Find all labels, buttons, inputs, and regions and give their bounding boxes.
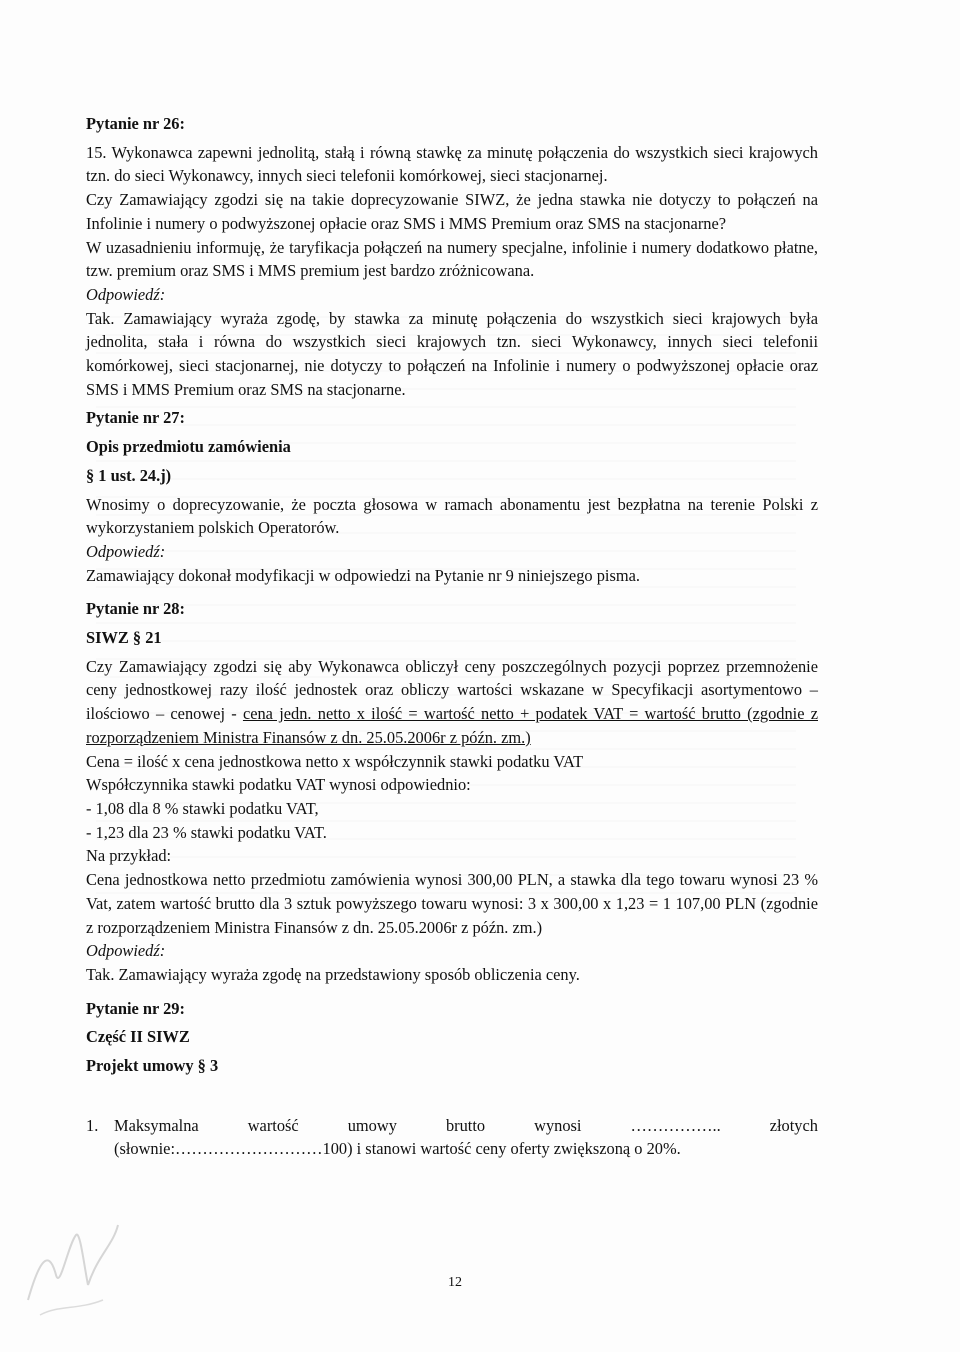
question-27-question: Wnosimy o doprecyzowanie, że poczta głosowa w ramach abonamentu jest bezpłatna na terenie Polski z wykorzystaniem polskich Operatorów. [86,494,818,538]
word-zlotych: złotych [769,1115,818,1135]
amount-placeholder: …………….. [630,1115,721,1135]
document-body [86,112,818,1161]
question-28-subheading: SIWZ § 21 [86,628,162,648]
question-27-heading: Pytanie nr 27: [86,408,185,428]
question-28-coefficient-intro: Współczynnika stawki podatku VAT wynosi odpowiednio: [86,775,471,795]
question-27-answer-label: Odpowiedź: [86,541,166,561]
question-28-question-text: Czy Zamawiający zgodzi się aby Wykonawca obliczył ceny poszczególnych pozycji poprzez przemnożenie ceny jednostkowej razy ilość jednostek oraz obliczy wartości wskazane w Specyfikacji asortymentowo – ilościowo – cenowej - [86,656,818,724]
question-28-coefficient-8: - 1,08 dla 8 % stawki podatku VAT, [86,798,319,818]
question-28-example-label: Na przykład: [86,846,172,866]
question-28-answer: Tak. Zamawiający wyraża zgodę na przedstawiony sposób obliczenia ceny. [86,964,580,984]
word-maksymalna: Maksymalna [114,1115,199,1135]
question-26-question: Czy Zamawiający zgodzi się na takie doprecyzowanie SIWZ, że jedna stawka nie dotyczy to połączeń na Infolinie i numery o podwyższonej opłacie oraz SMS i MMS Premium oraz SMS na stacjonarne? [86,190,818,233]
question-29-subheading-contract: Projekt umowy § 3 [86,1056,219,1076]
question-26-answer-label: Odpowiedź: [86,284,166,304]
question-26-justification: W uzasadnieniu informuję, że taryfikacja połączeń na numery specjalne, infolinie i numery dodatkowo płatne, tzw. premium oraz SMS i MMS premium jest bardzo zróżnicowana. [86,237,818,281]
question-27-section: § 1 ust. 24.j) [86,465,172,485]
question-29-heading: Pytanie nr 29: [86,998,185,1018]
question-26-heading: Pytanie nr 26: [86,114,185,133]
word-umowy: umowy [347,1115,397,1135]
list-item-body [114,1114,818,1161]
question-28-heading: Pytanie nr 28: [86,599,185,619]
question-29-list-item [86,1114,818,1161]
question-28-question [86,655,818,750]
word-wartosc: wartość [247,1115,299,1135]
list-item-line-1 [114,1114,818,1138]
question-28-example: Cena jednostkowa netto przedmiotu zamówienia wynosi 300,00 PLN, a stawka dla tego towaru wynosi 23 % Vat, zatem wartość brutto dla 3 sztuk powyższego towaru wynosi: 3 x 300,00 x 1,23 = 1 107,00 PLN (zgodnie z rozporządzeniem Ministra Finansów z dn. 25.05.2006r z późn. zm.) [86,870,818,937]
question-27-answer: Zamawiający dokonał modyfikacji w odpowiedzi na Pytanie nr 9 niniejszego pisma. [86,565,640,585]
list-item-line-2: (słownie:………………………100) i stanowi wartość ceny oferty zwiększoną o 20%. [114,1139,681,1159]
question-28-formula: Cena = ilość x cena jednostkowa netto x współczynnik stawki podatku VAT [86,751,584,771]
page-number: 12 [448,1275,462,1290]
question-27-subheading: Opis przedmiotu zamówienia [86,437,291,457]
faint-signature-mark [18,1205,128,1325]
list-item-number: 1. [86,1115,99,1135]
question-29-subheading-part: Część II SIWZ [86,1027,190,1047]
word-wynosi: wynosi [534,1115,582,1135]
word-brutto: brutto [445,1115,486,1135]
question-28-coefficient-23: - 1,23 dla 23 % stawki podatku VAT. [86,822,327,842]
question-26-quote: 15. Wykonawca zapewni jednolitą, stałą i równą stawkę za minutę połączenia do wszystkich sieci krajowych tzn. do sieci Wykonawcy, innych sieci telefonii komórkowej, sieci stacjonarnej. [86,142,818,186]
question-28-formula-underlined: cena jedn. netto x ilość = wartość netto + podatek VAT = wartość brutto (zgodnie z rozporządzeniem Ministra Finansów z dn. 25.05.2006r z późn. zm.) [86,704,818,747]
question-28-answer-label: Odpowiedź: [86,941,166,961]
question-26-answer: Tak. Zamawiający wyraża zgodę, by stawka za minutę połączenia do wszystkich sieci krajowych była jednolita, stała i równa do wszystkich sieci krajowych tzn. sieci Wykonawcy, innych sieci telefonii komórkowej, sieci stacjonarnej, nie dotyczy to połączeń na Infolinie i numery o podwyższonej opłacie oraz SMS i MMS Premium oraz SMS na stacjonarne. [86,308,818,399]
